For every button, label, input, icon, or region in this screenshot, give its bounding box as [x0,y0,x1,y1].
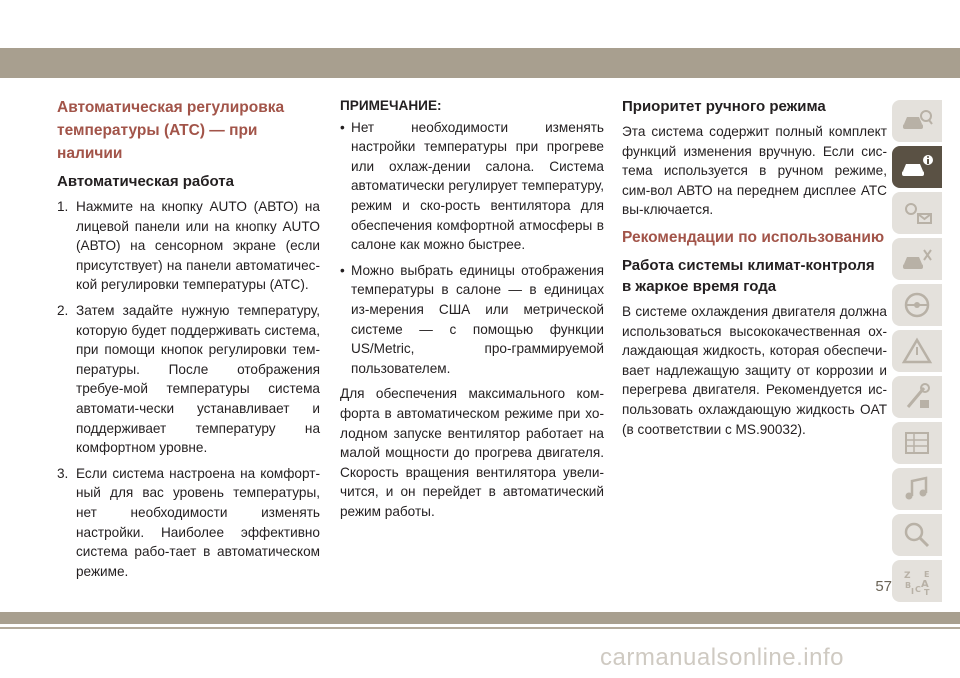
subsection-title-hot-weather: Работа системы климат-контроля в жаркое время года [622,256,875,295]
bullet-item [340,118,604,255]
tab-instrument-panel[interactable] [892,192,942,234]
svg-text:A: A [921,579,929,590]
list-item [57,464,320,582]
car-tools-icon [900,244,934,274]
steering-wheel-icon [900,290,934,320]
body-paragraph: В системе охлаждения двигателя должна использоваться высококачественная ох-лаждающая жидкость, которая обеспечи-вает надлежащую защиту от коррозии и перегрева двигателя. Рекомендуется ис-пользовать охлаждающую жидкость OAT (в соответствии с MS.90032). [622,303,887,437]
footer-line [0,627,960,629]
chapter-tabs [892,100,942,606]
tab-alphabetical-index[interactable] [892,560,942,602]
svg-text:C: C [915,585,921,594]
section-title-recommendations: Рекомендации по использованию [622,228,885,246]
item-number: 3. [57,465,69,481]
list-item [57,197,320,295]
tab-starting-operating[interactable] [892,284,942,326]
specs-table-icon [900,428,934,458]
svg-text:E: E [924,570,930,579]
tab-index-search[interactable] [892,514,942,556]
tab-multimedia[interactable] [892,468,942,510]
list-item [57,301,320,458]
bullet-item [340,261,604,379]
item-text: Затем задайте нужную температуру, которую будет поддерживать система, при помощи кнопок регулировки тем-пературы. После отображения требуе-мой температуры система автомати-чески устанавливает и поддерживает температуру на комфортном уровне. [76,302,320,456]
car-search-icon [900,106,934,136]
tab-vehicle-overview[interactable] [892,100,942,142]
tab-technical-specs[interactable] [892,422,942,464]
tab-in-case-of-emergency[interactable] [892,330,942,372]
index-search-icon [900,520,934,550]
svg-text:Z: Z [904,571,911,581]
body-paragraph: Эта система содержит полный комплект функций изменения вручную. Если сис-тема используется в ручном режиме, сим-вол АВТО на переднем дисплее ATC вы-ключается. [622,124,887,218]
tab-getting-to-know[interactable] [892,146,942,188]
footer-band [0,612,960,624]
svg-text:I: I [911,587,914,596]
section-title-manual: Приоритет ручного режима [622,98,826,115]
bullet-mark: • [340,119,345,135]
body-paragraph: Для обеспечения максимального ком-форта в автоматическом режиме при хо-лодном запуске вентилятор работает на малой мощности до прогрева двигателя. Скорость вращения вентилятора увели-чится, и он перейдет в автоматический режим работы. [340,386,604,519]
svg-text:B: B [905,581,912,590]
item-text: Если система настроена на комфорт-ный для вас уровень температуры, нет необходимости изменять настройки. Наиболее эффективно система рабо-тает в автоматическом режиме. [76,465,320,579]
item-number: 2. [57,302,69,318]
alphabet-index-icon [900,566,934,596]
header-band [0,48,960,78]
note-label: ПРИМЕЧАНИЕ: [340,98,442,113]
roadside-warning-icon [900,336,934,366]
item-number: 1. [57,199,69,214]
svg-text:T: T [924,588,930,596]
column-right [622,96,887,445]
section-title-atc: Автоматическая регулировка температуры (ATC) — при наличии [57,99,285,162]
car-info-icon [900,152,934,182]
bullet-text: Можно выбрать единицы отображения температуры в салоне — в единицах из-мерения США или метрической системе — с помощью функции US/Metric, про-граммируемой пользователем. [351,262,604,376]
watermark: carmanualsonline.info [600,644,844,671]
subsection-title-auto: Автоматическая работа [57,173,234,190]
bullet-mark: • [340,262,345,278]
tab-servicing-maintenance[interactable] [892,376,942,418]
tab-safety[interactable] [892,238,942,280]
column-middle [340,96,604,527]
multimedia-icon [900,474,934,504]
item-text: Нажмите на кнопку AUTO (АВТО) на лицевой панели или на кнопку AUTO (АВТО) на сенсорном экране (если присутствует) на панели автоматичес-кой регулировки температуры (ATC). [76,199,320,293]
page-number: 57 [875,578,892,595]
bullet-text: Нет необходимости изменять настройки температуры при прогреве или охлаж-дении салона. Система автоматически регулирует температуру, режим и ско-рость вентилятора для обеспечения комфортной атмосферы в салоне как можно быстрее. [351,119,604,253]
warning-lights-icon [900,198,934,228]
column-left [57,96,320,587]
mechanic-tools-icon [900,382,934,412]
